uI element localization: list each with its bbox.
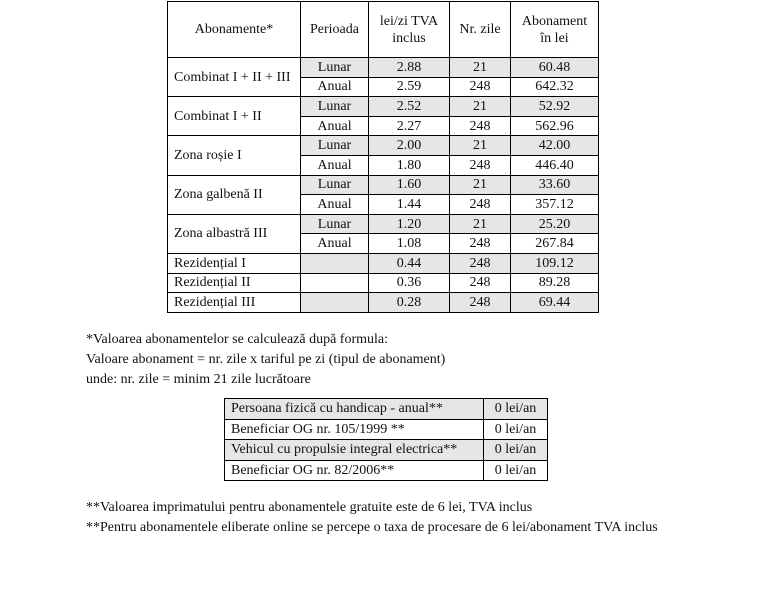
days-cell: 248	[450, 234, 511, 254]
total-cell: 69.44	[511, 293, 599, 313]
table-row	[168, 293, 599, 313]
period-cell: Anual	[301, 195, 369, 215]
table-row	[168, 175, 599, 195]
table-row	[168, 136, 599, 156]
header-rate-line1: lei/zi TVA	[379, 13, 439, 29]
free-label: Beneficiar OG nr. 105/1999 **	[225, 419, 484, 440]
rate-cell: 0.44	[369, 253, 450, 273]
period-cell: Anual	[301, 116, 369, 136]
period-cell: Anual	[301, 77, 369, 97]
table-row	[168, 58, 599, 78]
days-cell: 248	[450, 293, 511, 313]
subscription-name: Rezidențial II	[168, 273, 301, 293]
rate-cell: 2.52	[369, 97, 450, 117]
header-total	[511, 2, 599, 58]
days-cell: 21	[450, 136, 511, 156]
days-cell: 21	[450, 214, 511, 234]
rate-cell: 2.00	[369, 136, 450, 156]
total-cell: 52.92	[511, 97, 599, 117]
period-cell: Lunar	[301, 136, 369, 156]
period-cell: Lunar	[301, 58, 369, 78]
subscription-name: Zona galbenă II	[168, 175, 301, 214]
free-label: Persoana fizică cu handicap - anual**	[225, 399, 484, 420]
note-line: **Valoarea imprimatului pentru abonamentele gratuite este de 6 lei, TVA inclus	[86, 500, 533, 515]
rate-cell: 2.27	[369, 116, 450, 136]
days-cell: 248	[450, 195, 511, 215]
total-cell: 89.28	[511, 273, 599, 293]
subscription-name: Combinat I + II	[168, 97, 301, 136]
header-total-line2: în lei	[540, 30, 569, 46]
days-cell: 248	[450, 273, 511, 293]
table-row	[168, 214, 599, 234]
rate-cell: 1.60	[369, 175, 450, 195]
note-line: Valoare abonament = nr. zile x tariful pe zi (tipul de abonament)	[86, 352, 446, 367]
days-cell: 248	[450, 253, 511, 273]
table-row	[168, 97, 599, 117]
rate-cell: 1.44	[369, 195, 450, 215]
days-cell: 21	[450, 97, 511, 117]
total-cell: 357.12	[511, 195, 599, 215]
rate-cell: 2.88	[369, 58, 450, 78]
table-row	[168, 273, 599, 293]
period-cell	[301, 293, 369, 313]
total-cell: 60.48	[511, 58, 599, 78]
total-cell: 446.40	[511, 155, 599, 175]
period-cell: Lunar	[301, 97, 369, 117]
free-value: 0 lei/an	[484, 419, 548, 440]
period-cell	[301, 273, 369, 293]
header-abonamente: Abonamente*	[168, 2, 301, 58]
rate-cell: 0.36	[369, 273, 450, 293]
total-cell: 33.60	[511, 175, 599, 195]
rate-cell: 1.20	[369, 214, 450, 234]
total-cell: 25.20	[511, 214, 599, 234]
note-line: unde: nr. zile = minim 21 zile lucrătoare	[86, 372, 311, 387]
free-label: Beneficiar OG nr. 82/2006**	[225, 460, 484, 481]
table-row	[168, 253, 599, 273]
table-row	[225, 440, 548, 461]
total-cell: 562.96	[511, 116, 599, 136]
table-row	[225, 460, 548, 481]
period-cell: Anual	[301, 155, 369, 175]
free-value: 0 lei/an	[484, 399, 548, 420]
header-rate	[369, 2, 450, 58]
subscription-name: Rezidențial I	[168, 253, 301, 273]
period-cell: Lunar	[301, 214, 369, 234]
subscription-name: Zona roșie I	[168, 136, 301, 175]
free-subscriptions-table	[224, 398, 548, 481]
header-perioada: Perioada	[301, 2, 369, 58]
header-rate-line2: inclus	[392, 30, 426, 46]
days-cell: 21	[450, 175, 511, 195]
rate-cell: 2.59	[369, 77, 450, 97]
note-line: *Valoarea abonamentelor se calculează după formula:	[86, 332, 389, 347]
tariff-header-row	[168, 2, 599, 58]
days-cell: 248	[450, 116, 511, 136]
fee-notes	[86, 498, 658, 538]
free-value: 0 lei/an	[484, 460, 548, 481]
total-cell: 109.12	[511, 253, 599, 273]
free-value: 0 lei/an	[484, 440, 548, 461]
total-cell: 642.32	[511, 77, 599, 97]
days-cell: 248	[450, 155, 511, 175]
subscription-name: Zona albastră III	[168, 214, 301, 253]
rate-cell: 1.08	[369, 234, 450, 254]
period-cell: Lunar	[301, 175, 369, 195]
days-cell: 248	[450, 77, 511, 97]
rate-cell: 1.80	[369, 155, 450, 175]
note-line: **Pentru abonamentele eliberate online se percepe o taxa de procesare de 6 lei/abonament TVA inclus	[86, 520, 658, 535]
days-cell: 21	[450, 58, 511, 78]
subscription-name: Rezidențial III	[168, 293, 301, 313]
total-cell: 267.84	[511, 234, 599, 254]
table-row	[225, 419, 548, 440]
formula-notes	[86, 330, 445, 390]
period-cell: Anual	[301, 234, 369, 254]
subscription-name: Combinat I + II + III	[168, 58, 301, 97]
tariff-table	[167, 1, 599, 313]
free-label: Vehicul cu propulsie integral electrica**	[225, 440, 484, 461]
header-days: Nr. zile	[450, 2, 511, 58]
rate-cell: 0.28	[369, 293, 450, 313]
table-row	[225, 399, 548, 420]
total-cell: 42.00	[511, 136, 599, 156]
period-cell	[301, 253, 369, 273]
header-total-line1: Abonament	[521, 13, 588, 29]
